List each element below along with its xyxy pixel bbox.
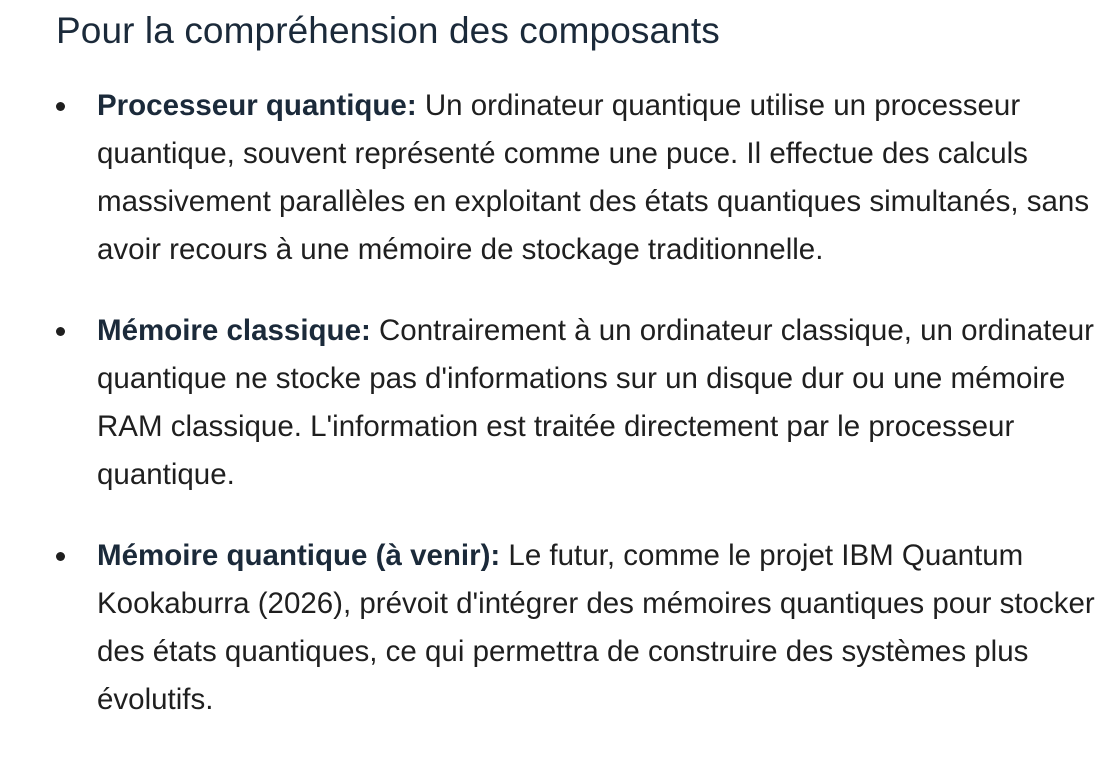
component-list [0, 82, 1115, 724]
item-text: Un ordinateur quantique utilise un processeur quantique, souvent représenté comme une puce. Il effectue des calculs massivement parallèles en exploitant des états quantiques simultanés, sans avoir recours à une mémoire de stockage traditionnelle. [97, 89, 1090, 266]
list-item-processeur-quantique [0, 82, 1115, 274]
section-title: Pour la compréhension des composants [56, 10, 720, 51]
item-text: Contrairement à un ordinateur classique, un ordinateur quantique ne stocke pas d'informations sur un disque dur ou une mémoire RAM classique. L'information est traitée directement par le processeur quantique. [97, 314, 1094, 491]
bullet-icon [56, 327, 65, 336]
list-item-memoire-classique [0, 307, 1115, 499]
item-text: Le futur, comme le projet IBM Quantum Kookaburra (2026), prévoit d'intégrer des mémoires quantiques pour stocker des états quantiques, ce qui permettra de construire des systèmes plus évolutifs. [97, 539, 1095, 716]
list-item-memoire-quantique [0, 532, 1115, 724]
item-term: Mémoire classique: [97, 314, 379, 347]
bullet-icon [56, 102, 65, 111]
item-term: Mémoire quantique (à venir): [97, 539, 509, 572]
bullet-icon [56, 552, 65, 561]
item-term: Processeur quantique: [97, 89, 425, 122]
